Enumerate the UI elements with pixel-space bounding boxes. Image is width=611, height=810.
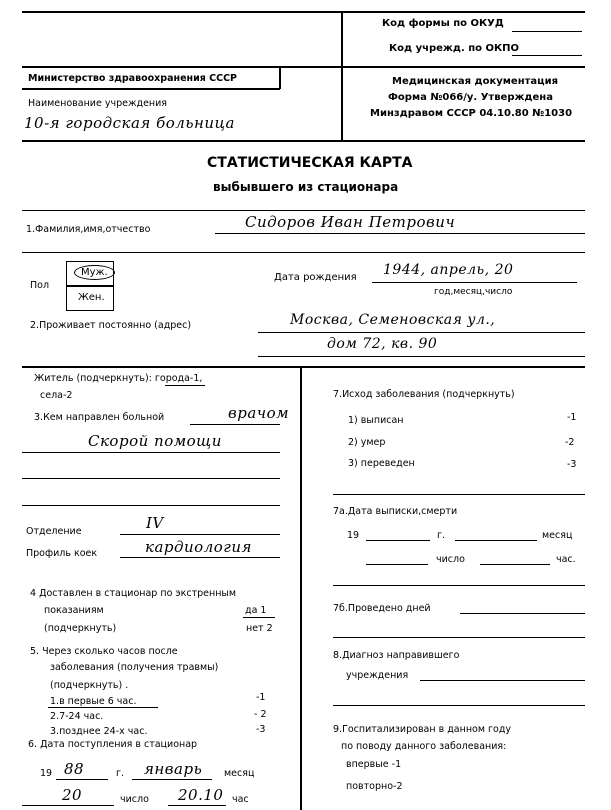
med-doc-line2: Форма №066/у. Утверждена — [388, 92, 553, 103]
address-underline2 — [258, 356, 585, 357]
q6-prefix: 19 — [40, 768, 53, 779]
q7-option3-code: -3 — [567, 459, 577, 470]
address-underline1 — [258, 332, 585, 333]
birth-label: Дата рождения — [274, 272, 357, 283]
q7-option1[interactable]: 1) выписан — [348, 415, 404, 426]
sex-male-label: Муж. — [81, 267, 108, 278]
address-label: 2.Проживает постоянно (адрес) — [30, 320, 192, 331]
header-vertical-divider — [341, 11, 343, 141]
q5-line3: (подчеркнуть) . — [50, 680, 129, 691]
address-line1: Москва, Семеновская ул., — [290, 312, 496, 328]
header-top-border — [22, 11, 585, 13]
birth-value: 1944, апрель, 20 — [383, 262, 514, 278]
department-label: Отделение — [26, 526, 82, 537]
form-title: СТАТИСТИЧЕСКАЯ КАРТА — [207, 155, 413, 171]
q9-option2[interactable]: повторно-2 — [346, 781, 403, 792]
q7a-hour-label: час. — [556, 554, 576, 565]
q7b-label: 7б.Проведено дней — [333, 603, 431, 614]
q4-line1: 4 Доставлен в стационар по экстренным — [30, 588, 237, 599]
q5-line2: заболевания (получения травмы) — [50, 662, 219, 673]
q6-year: 88 — [64, 760, 85, 778]
okpo-field-line — [512, 55, 582, 56]
lower-vertical-divider — [300, 366, 302, 810]
q6-time-label: час — [232, 794, 249, 805]
sex-female-option[interactable] — [78, 292, 105, 303]
sex-female-label: Жен. — [78, 292, 105, 303]
referred-value1: врачом — [228, 404, 290, 422]
q6-day-underline — [22, 805, 114, 806]
left-blank-line1 — [22, 478, 280, 479]
address-line2: дом 72, кв. 90 — [327, 336, 438, 352]
ministry-label: Министерство здравоохранения СССР — [28, 73, 238, 84]
department-underline — [120, 534, 280, 535]
sex-box-divider — [66, 285, 114, 287]
fio-underline — [215, 233, 585, 234]
q6-day: 20 — [62, 786, 83, 804]
lower-top-line — [22, 366, 585, 368]
fio-bottom-line — [22, 252, 585, 253]
sex-male-option[interactable] — [74, 265, 115, 280]
institution-value: 10-я городская больница — [24, 114, 235, 132]
q5-option3-code: -3 — [256, 724, 266, 735]
form-subtitle: выбывшего из стационара — [213, 180, 399, 194]
q8-field-line1 — [420, 680, 585, 681]
q6-year-underline — [56, 779, 108, 780]
q7a-month-line — [455, 540, 537, 541]
q4-yes-underline — [243, 617, 275, 618]
q7-bottom-line — [333, 494, 585, 495]
header-bottom-border — [22, 140, 585, 142]
q5-option1[interactable]: 1.в первые 6 час. — [50, 696, 137, 707]
birth-hint: год,месяц,число — [434, 287, 513, 297]
q6-label: 6. Дата поступления в стационар — [28, 739, 198, 750]
q7a-bottom-line — [333, 585, 585, 586]
okpo-label: Код учрежд. по ОКПО — [389, 43, 520, 54]
resident-line2: села-2 — [40, 390, 73, 401]
q5-option2[interactable]: 2.7-24 час. — [50, 711, 104, 722]
q4-line3: (подчеркнуть) — [44, 623, 117, 634]
resident-city-underline — [165, 385, 205, 386]
department-value: IV — [146, 514, 164, 532]
q7a-g: г. — [437, 530, 446, 541]
q7-option2-code: -2 — [565, 437, 575, 448]
q7a-day-label: число — [436, 554, 465, 565]
q5-option1-code: -1 — [256, 692, 266, 703]
q7b-field-line — [460, 613, 585, 614]
institution-label: Наименование учреждения — [28, 98, 168, 109]
q7-option2[interactable]: 2) умер — [348, 437, 386, 448]
q7-option1-code: -1 — [567, 412, 577, 423]
q7a-label: 7а.Дата выписки,смерти — [333, 506, 458, 517]
header-mid-line — [22, 66, 585, 68]
q7a-prefix: 19 — [347, 530, 360, 541]
q6-g: г. — [116, 768, 125, 779]
q4-yes[interactable]: да 1 — [245, 605, 267, 616]
q5-line1: 5. Через сколько часов после — [30, 646, 178, 657]
bed-profile-underline — [120, 557, 280, 558]
left-blank-line2 — [22, 505, 280, 506]
q9-line1: 9.Госпитализирован в данном году — [333, 724, 512, 735]
q6-time-underline — [168, 805, 226, 806]
q7a-day-line — [366, 564, 428, 565]
q7-option3[interactable]: 3) переведен — [348, 458, 415, 469]
ministry-box-right — [279, 66, 281, 89]
fio-label: 1.Фамилия,имя,отчество — [26, 224, 151, 235]
referred-value2: Скорой помощи — [88, 432, 222, 450]
fio-top-line — [22, 210, 585, 211]
med-doc-line1: Медицинская документация — [392, 76, 559, 87]
okud-field-line — [512, 31, 582, 32]
referred-underline1 — [190, 424, 280, 425]
q7-label: 7.Исход заболевания (подчеркнуть) — [333, 389, 515, 400]
referred-label: 3.Кем направлен больной — [34, 412, 165, 423]
bed-profile-label: Профиль коек — [26, 548, 98, 559]
q6-time: 20.10 — [178, 786, 224, 804]
q9-line2: по поводу данного заболевания: — [341, 741, 507, 752]
birth-underline — [372, 282, 577, 283]
q6-month: январь — [144, 760, 203, 778]
ministry-underline — [22, 88, 280, 90]
referred-underline2 — [22, 452, 280, 453]
q4-line2: показаниям — [44, 605, 104, 616]
q6-month-label: месяц — [224, 768, 255, 779]
q5-option3[interactable]: 3.позднее 24-х час. — [50, 726, 148, 737]
q6-day-label: число — [120, 794, 149, 805]
okud-label: Код формы по ОКУД — [382, 18, 504, 29]
q5-option2-code: - 2 — [254, 709, 267, 720]
q7a-month-label: месяц — [542, 530, 573, 541]
q8-line1: 8.Диагноз направившего — [333, 650, 460, 661]
q8-field-line2 — [333, 705, 585, 706]
bed-profile-value: кардиология — [145, 538, 252, 556]
q5-option1-underline — [48, 707, 158, 708]
q8-line2: учреждения — [346, 670, 409, 681]
sex-label: Пол — [30, 280, 50, 291]
q7a-hour-line — [480, 564, 550, 565]
fio-value: Сидоров Иван Петрович — [245, 213, 456, 231]
q4-no[interactable]: нет 2 — [246, 623, 273, 634]
q7a-year-line — [366, 540, 430, 541]
med-doc-line3: Минздравом СССР 04.10.80 №1030 — [370, 108, 573, 119]
resident-line1: Житель (подчеркнуть): города-1, — [34, 373, 203, 384]
q6-month-underline — [132, 779, 212, 780]
q9-option1[interactable]: впервые -1 — [346, 759, 402, 770]
q7b-bottom-line — [333, 637, 585, 638]
